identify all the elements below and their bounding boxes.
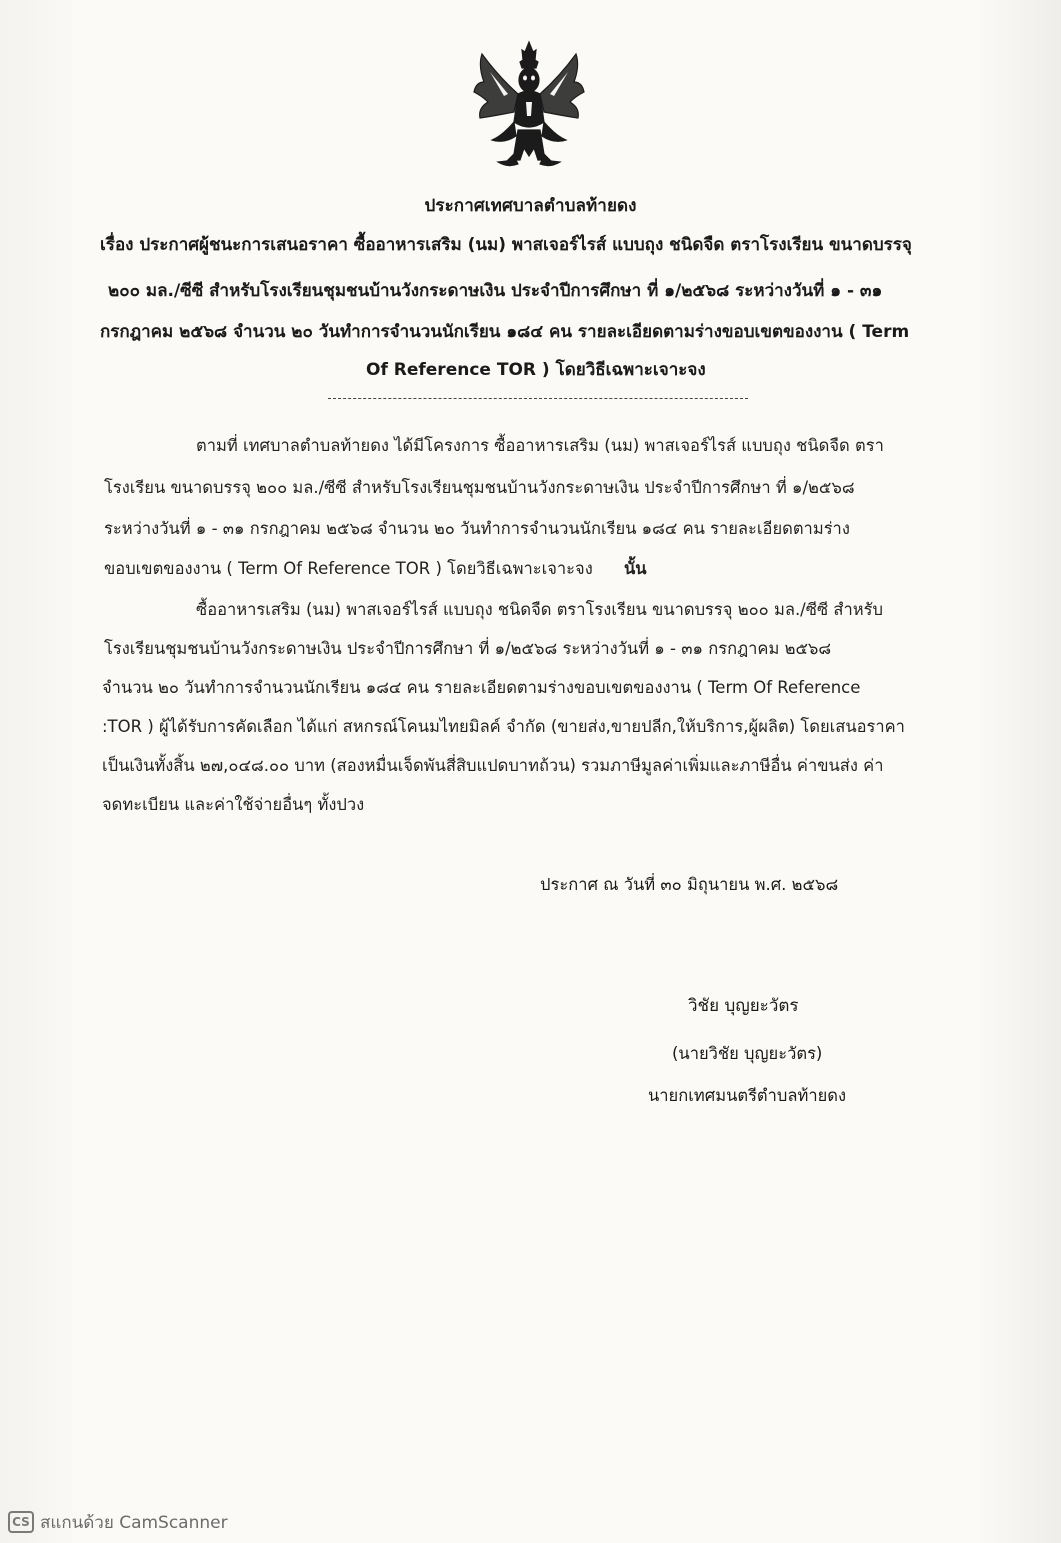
divider-line [328,398,748,399]
subject-line: Of Reference TOR ) โดยวิธีเฉพาะเจาะจง [366,360,706,380]
paragraph-2-line: ซื้ออาหารเสริม (นม) พาสเจอร์ไรส์ แบบถุง ชนิดจืด ตราโรงเรียน ขนาดบรรจุ ๒๐๐ มล./ซีซี สำหรับ [196,600,883,619]
paragraph-1-line: ระหว่างวันที่ ๑ - ๓๑ กรกฎาคม ๒๕๖๘ จำนวน ๒๐ วันทำการจำนวนนักเรียน ๑๘๔ คน รายละเอียดตามร่าง [104,519,850,538]
announce-date: ประกาศ ณ วันที่ ๓๐ มิถุนายน พ.ศ. ๒๕๖๘ [540,875,839,894]
paragraph-2-line: จดทะเบียน และค่าใช้จ่ายอื่นๆ ทั้งปวง [102,795,365,814]
subject-line: เรื่อง ประกาศผู้ชนะการเสนอราคา ซื้ออาหารเสริม (นม) พาสเจอร์ไรส์ แบบถุง ชนิดจืด ตราโรงเรียน ขนาดบรรจุ [100,235,912,255]
paragraph-1-line: ตามที่ เทศบาลตำบลท้ายดง ได้มีโครงการ ซื้ออาหารเสริม (นม) พาสเจอร์ไรส์ แบบถุง ชนิดจืด ตรา [196,436,884,455]
camscanner-logo-icon: CS [8,1511,34,1533]
garuda-emblem-icon [468,36,590,176]
camscanner-watermark [8,1509,228,1535]
paragraph-2-line: เป็นเงินทั้งสิ้น ๒๗,๐๔๘.๐๐ บาท (สองหมื่นเจ็ดพันสี่สิบแปดบาทถ้วน) รวมภาษีมูลค่าเพิ่มและภาษีอื่น ค่าขนส่ง ค่า [102,756,884,775]
signer-full-name: (นายวิชัย บุญยะวัตร) [672,1044,823,1063]
signer-position: นายกเทศมนตรีตำบลท้ายดง [648,1086,847,1105]
camscanner-text: สแกนด้วย CamScanner [40,1512,228,1533]
paragraph-1-line: ขอบเขตของงาน ( Term Of Reference TOR ) โดยวิธีเฉพาะเจาะจง [104,559,593,578]
paragraph-2-line: :TOR ) ผู้ได้รับการคัดเลือก ได้แก่ สหกรณ์โคนมไทยมิลค์ จำกัด (ขายส่ง,ขายปลีก,ให้บริการ,ผู้ผลิต) โดยเสนอราคา [102,717,905,736]
paragraph-2-line: โรงเรียนชุมชนบ้านวังกระดาษเงิน ประจำปีการศึกษา ที่ ๑/๒๕๖๘ ระหว่างวันที่ ๑ - ๓๑ กรกฎาคม ๒๕๖๘ [104,639,832,658]
signature-name: วิชัย บุญยะวัตร [688,996,799,1016]
document-heading: ประกาศเทศบาลตำบลท้ายดง [424,196,637,216]
subject-line: กรกฎาคม ๒๕๖๘ จำนวน ๒๐ วันทำการจำนวนนักเรียน ๑๘๔ คน รายละเอียดตามร่างขอบเขตของงาน ( Term [100,322,910,342]
subject-line: ๒๐๐ มล./ซีซี สำหรับโรงเรียนชุมชนบ้านวังกระดาษเงิน ประจำปีการศึกษา ที่ ๑/๒๕๖๘ ระหว่างวันที่ ๑ - ๓๑ [108,281,883,301]
paragraph-1-line: โรงเรียน ขนาดบรรจุ ๒๐๐ มล./ซีซี สำหรับโรงเรียนชุมชนบ้านวังกระดาษเงิน ประจำปีการศึกษา ที่ ๑/๒๕๖๘ [104,478,855,497]
paragraph-1-ending: นั้น [624,559,647,578]
paragraph-2-line: จำนวน ๒๐ วันทำการจำนวนนักเรียน ๑๘๔ คน รายละเอียดตามร่างขอบเขตของงาน ( Term Of Reference [102,678,861,697]
